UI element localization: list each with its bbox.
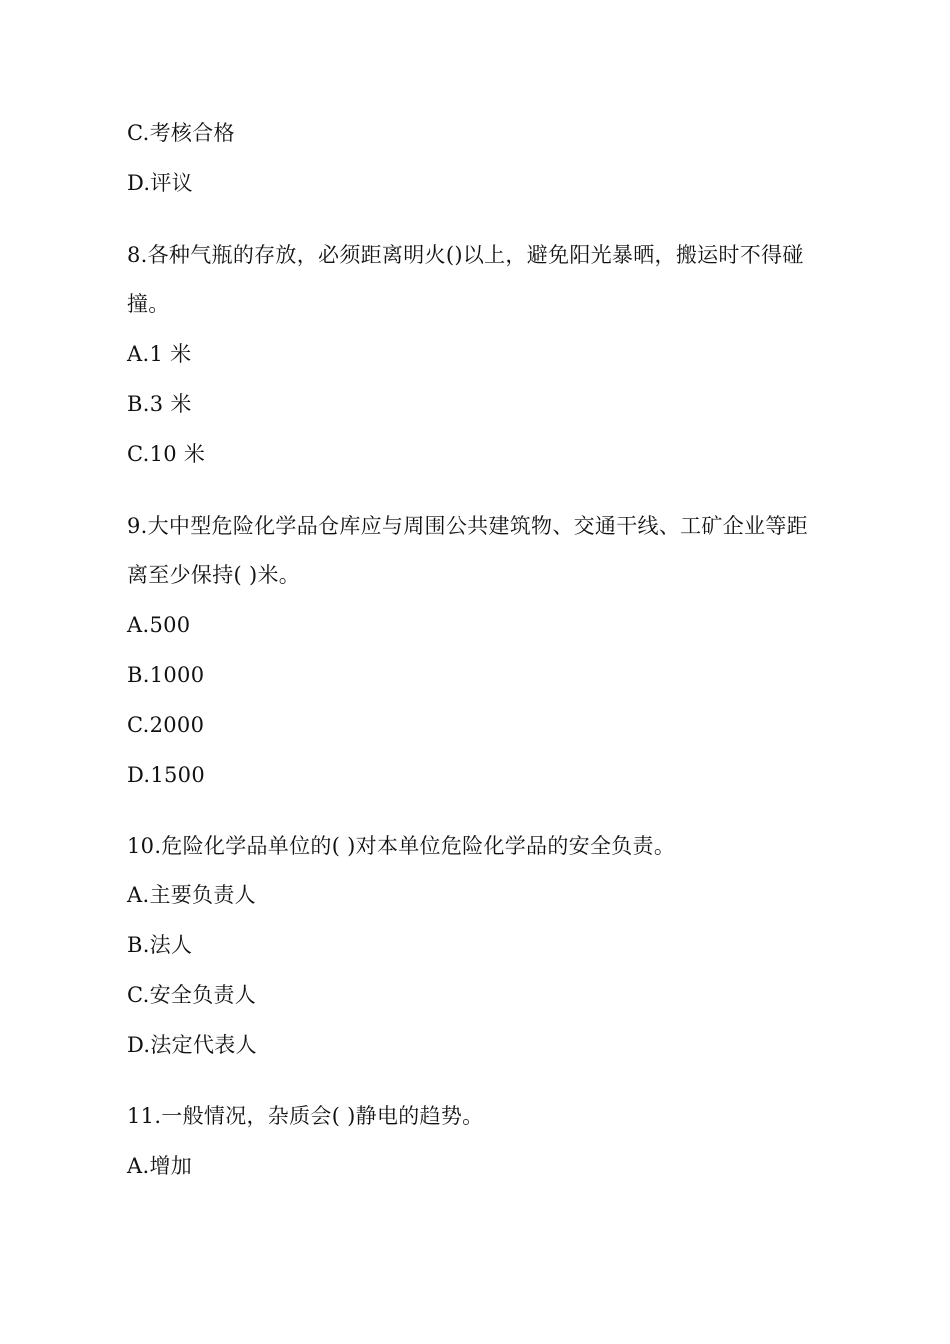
option-d-q10: D.法定代表人 (127, 1033, 257, 1057)
option-c-q10: C.安全负责人 (127, 983, 257, 1007)
question-11: 11.一般情况，杂质会( )静电的趋势。 (127, 1104, 484, 1128)
option-b-q8: B.3 米 (127, 392, 192, 416)
option-b-q10: B.法人 (127, 933, 193, 957)
option-d-q7: D.评议 (127, 171, 193, 195)
question-9-line-1: 9.大中型危险化学品仓库应与周围公共建筑物、交通干线、工矿企业等距 (127, 514, 808, 538)
question-8-line-1: 8.各种气瓶的存放，必须距离明火()以上，避免阳光暴晒，搬运时不得碰 (127, 243, 804, 267)
option-c-q8: C.10 米 (127, 442, 206, 466)
option-b-q9: B.1000 (127, 663, 205, 687)
question-8-line-2: 撞。 (127, 292, 170, 316)
option-c-q7: C.考核合格 (127, 121, 235, 145)
option-a-q11: A.增加 (127, 1154, 193, 1178)
option-d-q9: D.1500 (127, 763, 206, 787)
question-9-line-2: 离至少保持( )米。 (127, 563, 301, 587)
option-a-q8: A.1 米 (127, 342, 192, 366)
question-10: 10.危险化学品单位的( )对本单位危险化学品的安全负责。 (127, 834, 676, 858)
option-a-q10: A.主要负责人 (127, 883, 256, 907)
option-a-q9: A.500 (127, 613, 191, 637)
option-c-q9: C.2000 (127, 713, 205, 737)
